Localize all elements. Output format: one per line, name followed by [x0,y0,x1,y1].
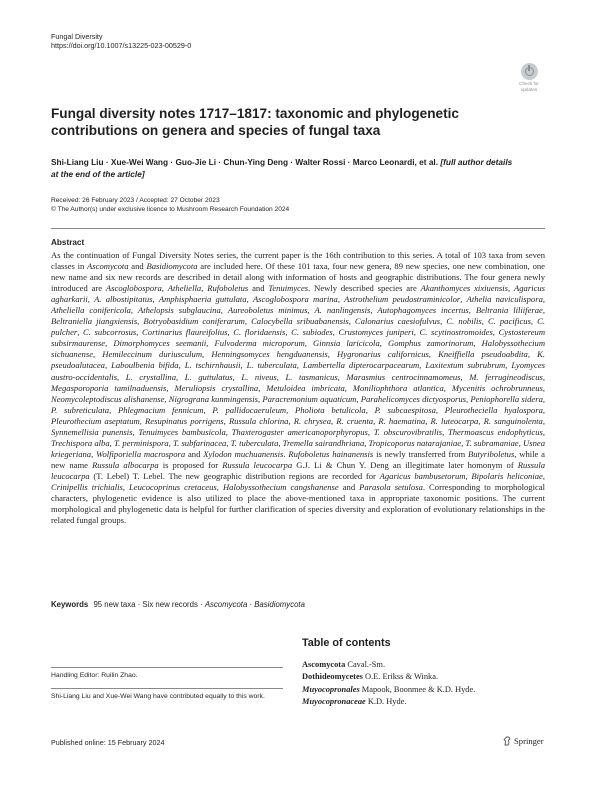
doi-link[interactable]: https://doi.org/10.1007/s13225-023-00529-0 [51,41,192,51]
toc-taxon: Ascomycota [302,660,346,669]
toc-item[interactable] [302,696,475,708]
check-for-updates-line1: Check for [519,81,539,86]
equal-contribution-note: Shi-Liang Liu and Xue-Wei Wang have contributed equally to this work. [51,693,265,700]
title-line-1: Fungal diversity notes 1717–1817: taxonomic and phylogenetic [51,106,459,121]
header-divider [51,228,545,229]
author-details-link-cont[interactable]: at the end of the article] [51,168,145,179]
toc-taxon [302,697,366,706]
footnote-divider [51,667,283,668]
toc-taxon-italic: Muyocopronaceae [302,696,366,706]
keyword-separator: · [249,600,253,609]
check-for-updates-line2: updates [520,87,538,93]
keyword-basidiomycota: Basidiomycota [254,600,305,609]
toc-authority: O.E. Erikss & Winka. [362,672,439,682]
keywords-label: Keywords [51,600,89,609]
author-names[interactable]: Shi-Liang Liu · Xue-Wei Wang · Guo-Jie Li · Chun-Ying Deng · Walter Rossi · Marco Leonardi, et al. [51,157,439,167]
toc-taxon: Dothideomycetes [302,672,363,682]
author-list [51,157,551,180]
toc-item[interactable] [302,659,475,671]
toc-authority: K.D. Hyde. [365,696,407,706]
abstract-heading: Abstract [51,238,85,247]
toc-item[interactable] [302,671,475,683]
publisher-name: Springer [514,736,544,746]
abstract-body: As the continuation of Fungal Diversity Notes series, the current paper is the 16th contribution to this series. A total of 103 taxa from seven classes in Ascomycota and Basidiomycota are included here. Of these 101 taxa, four new genera, 89 new species, one new combination, one new name and six new records are described in detail along with information of hosts and geographic distributions. The four genera newly introduced are Ascoglobospora, Atheliella, Rufoboletus and Tenuimyces. Newly described species are Akanthomyces xixiuensis, Agaricus agharkarii, A. albostipitatus, Amphisphaeria guttulata, Ascoglobospora marina, Astrothelium peudostraminicolor, Athelia naviculispora, Atheliella conifericola, Athelopsis subglaucina, Aureoboletus minimus, A. nanlingensis, Autophagomyces incertus, Beltrania liliiferae, Beltraniella jiangxiensis, Botryobasidium coniferarum, Calocybella sribuabanensis, Calonarius caesiofulvus, C. nobilis, C. pacificus, C. pulcher, C. subcorrosus, Cortinarius flaureifolius, C. floridaensis, C. subiodes, Crustomyces juniperi, C. scytinostromoides, Cystostereum subsirmaurense, Dimorphomyces seemanii, Fulvoderma microporum, Ginnsia laricicola, Gomphus zamorinorum, Halobyssothecium sichuanense, Hemileccinum duriusculum, Henningsomyces hengduanensis, Hygronarius californicus, Kneiffiella pseudoabdita, K. pseudoalutacea, Laboulbenia bifida, L. tschirnhausii, L. tuberculata, Lambertella dipterocarpacearum, Laxitextum subrubrum, Lyomyces austro-occidentalis, L. crystallina, L. guttulatus, L. niveus, L. tasmanicus, Marasmius centrocinnamomeus, M. ferrugineodiscus, Megasporoporia tamilnaduensis, Meruliopsis crystallina, Metuloidea imbricata, Moniliophthora atlantica, Mycenitis ochrobrunneus, Neomycoleptodiscus alishanense, Nigrograna kunmingensis, Paracremonium aquaticum, Parahelicomyces dictyosporus, Peniophorella sidera, P. subreticulata, Phlegmacium fennicum, P. pallidocaeruleum, Pholiota betulicola, P. subcaespitosa, Pleurotheciella hyalospora, Pleurothecium aseptatum, Resupinatus porrigens, Russula chlorina, R. chrysea, R. cruenta, R. haematina, R. luteocarpa, R. sanguinolenta, Synnemellisia punensis, Tenuimyces bambusicola, Thaxterogaster americanoporphyropus, T. obscurovibratilis, Thermoascus endophyticus, Trechispora alba, T. perminispora, T. subfarinacea, T. tuberculata, Tremella sairandhriana, Tropicoporus natarajaniae, T. subramaniae, Usnea kriegeriana, Wolfiporiella macrospora and Xylodon muchuanensis. Rufoboletus hainanensis is newly transferred from Butyriboletus, while a new name Russula albocarpa is proposed for Russula leucocarpa G.J. Li & Chun Y. Deng an illegitimate later homonym of Russula leucocarpa (T. Lebel) T. Lebel. The new geographic distribution regions are recorded for Agaricus bambusetorum, Bipolaris heliconiae, Crinipellis trichialis, Leucocoprinus cretaceus, Halobyssothecium cangshanense and Parasola setulosa. Corresponding to morphological characters, phylogenetic evidence is also utilized to place the above-mentioned taxa in appropriate taxonomic positions. The current morphological and phylogenetic data is helpful for further clarification of species diversity and exploration of evolutionary relationships in the related fungal groups. [51,250,546,526]
toc-taxon-italic: Muyocopronales [302,684,360,694]
journal-header [51,32,191,51]
handling-editor-note: Handling Editor: Ruilin Zhao. [51,672,138,679]
springer-horse-icon [503,736,511,746]
title-line-2: contributions on genera and species of fungal taxa [51,123,381,139]
copyright-notice: © The Author(s) under exclusive licence to Mushroom Research Foundation 2024 [51,206,290,214]
toc-list [302,659,475,708]
published-online-date: Published online: 15 February 2024 [51,738,165,747]
toc-taxon [302,685,360,694]
keywords-line [51,600,305,609]
keyword-new-taxa: 95 new taxa · Six new records · [93,600,203,609]
article-title [51,105,521,139]
received-accepted-dates: Received: 26 February 2023 / Accepted: 27 October 2023 [51,197,220,204]
article-history [51,196,289,215]
check-for-updates-icon [521,63,538,80]
footnote-divider [51,688,283,689]
publisher-logo [503,735,544,747]
toc-item[interactable] [302,684,475,696]
author-details-link[interactable]: [full author details [440,157,513,167]
toc-heading: Table of contents [302,637,391,649]
keyword-ascomycota: Ascomycota [204,600,248,609]
toc-authority: Caval.-Sm. [345,660,386,669]
check-for-updates-badge[interactable] [512,63,546,99]
journal-name: Fungal Diversity [51,32,103,41]
toc-authority: Mapook, Boonmee & K.D. Hyde. [359,684,476,694]
